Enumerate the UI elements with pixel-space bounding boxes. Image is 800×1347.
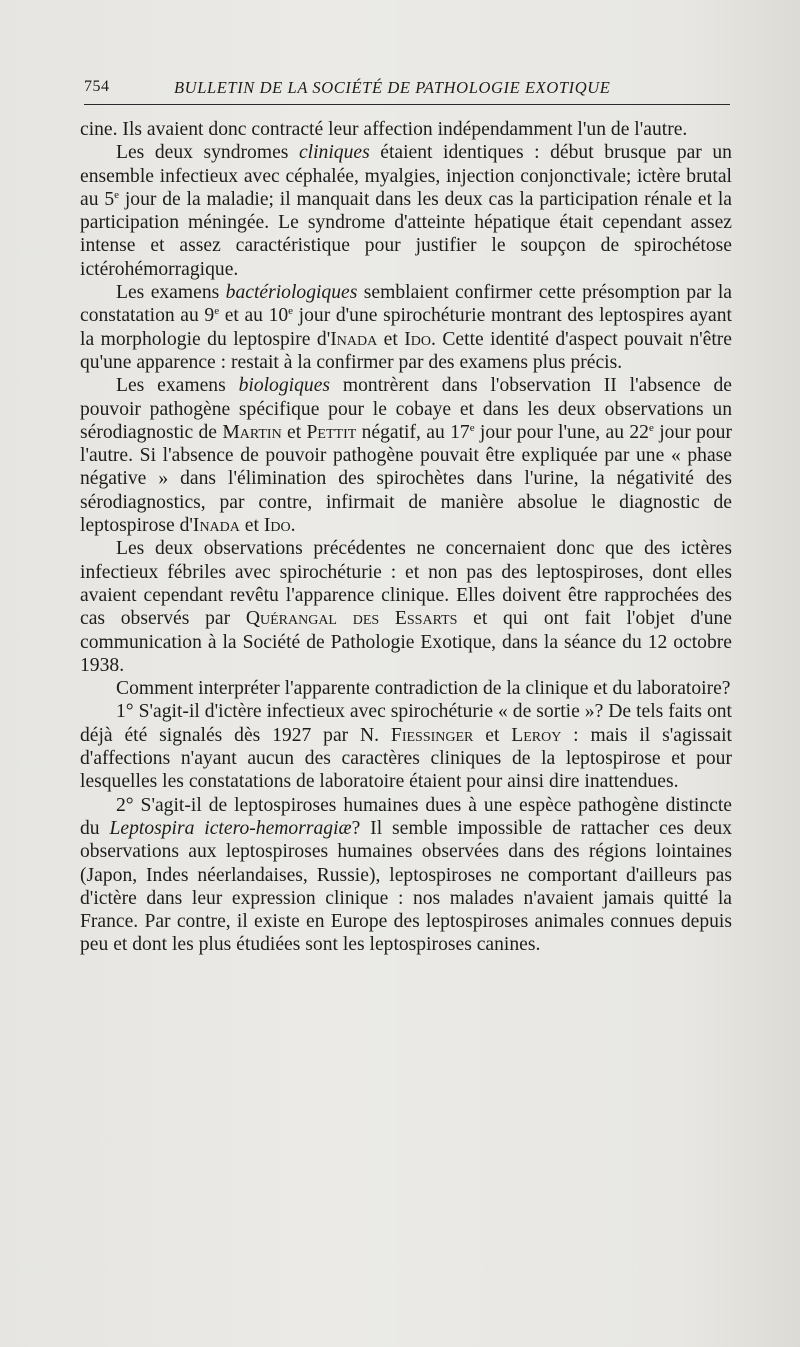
- text-run: cine. Ils avaient donc contracté leur affection indépendamment l'un de l'autre.: [80, 119, 688, 140]
- paragraph-8: [80, 794, 732, 957]
- italic-term: biologiques: [238, 375, 331, 397]
- text-run: et: [239, 515, 264, 537]
- text-run: jour pour l'une, au 22: [474, 421, 649, 443]
- text-run: jour pour l'autre. Si l'absence de pouvoir pathogène pouvait être expliquée par une « phase négative » dans l'élimination des spirochètes dans l'urine, la négativité des sérodiagnostics, par contre, infirmait de manière absolue le diagnostic de leptospirose d': [80, 421, 732, 537]
- italic-term: cliniques: [298, 142, 370, 164]
- body-text: [80, 118, 732, 957]
- text-run: . Cette identité d'aspect pouvait n'être qu'une apparence : restait à la confirmer par des examens plus précis.: [80, 328, 733, 373]
- text-run: : mais il s'agissait d'affections n'ayant aucun des caractères cliniques de la leptospirose et pour lesquelles les constatations de laboratoire étaient pour ainsi dire inattendues.: [80, 724, 732, 793]
- text-run: et: [377, 328, 405, 350]
- text-run: Les deux syndromes: [116, 142, 299, 164]
- text-run: étaient identiques : début brusque par un ensemble infectieux avec céphalée, myalgies, injection conjonctivale; ictère brutal au 5: [80, 142, 732, 210]
- text-run: montrèrent dans l'observation II l'absence de pouvoir pathogène spécifique pour le cobaye et dans les deux observations un sérodiagnostic de: [80, 375, 732, 443]
- superscript: e: [114, 188, 120, 201]
- author-name: Pettit: [306, 421, 357, 443]
- text-run: et qui ont fait l'objet d'une communication à la Société de Pathologie Exotique, dans la séance du 12 octobre 1938.: [80, 608, 732, 676]
- author-name: Fiessinger: [390, 724, 474, 746]
- author-name: Inada: [330, 328, 378, 350]
- text-run: 2° S'agit-il de leptospiroses humaines dues à une espèce pathogène distincte du: [80, 794, 732, 839]
- header-rule: [84, 104, 730, 105]
- superscript: e: [469, 421, 475, 434]
- paragraph-2: [80, 141, 732, 281]
- running-header: [84, 76, 730, 102]
- text-run: et: [281, 421, 307, 443]
- author-name: Ido: [404, 328, 432, 350]
- paragraph-3: [80, 281, 732, 374]
- paragraph-1: [80, 118, 732, 141]
- text-run: Comment interpréter l'apparente contradiction de la clinique et du laboratoire?: [116, 678, 731, 700]
- text-run: jour d'une spirochéturie montrant des leptospires ayant la morphologie du leptospire d': [80, 305, 732, 350]
- author-name: Quérangal des Essarts: [245, 608, 458, 630]
- text-run: semblaient confirmer cette présomption par la constatation au 9: [80, 282, 732, 327]
- text-run: Les deux observations précédentes ne concernaient donc que des ictères infectieux fébriles avec spirochéturie : et non pas des leptospiroses, dont elles avaient cependant revêtu l'apparence clinique. Elles doivent être rapprochées des cas observés par: [80, 538, 732, 630]
- page-number: 754: [84, 78, 110, 95]
- text-run: négatif, au 17: [356, 421, 470, 443]
- text-run: 1° S'agit-il d'ictère infectieux avec spirochéturie « de sortie »? De tels faits ont déjà été signalés dès 1927 par N.: [80, 701, 732, 746]
- text-run: Les examens: [116, 375, 239, 397]
- paragraph-4: [80, 374, 732, 537]
- species-name: Leptospira ictero-hemorragiæ: [109, 817, 352, 839]
- text-run: .: [290, 515, 296, 537]
- text-run: et: [473, 724, 512, 746]
- italic-term: bactériologiques: [225, 282, 358, 304]
- superscript: e: [288, 305, 294, 318]
- author-name: Inada: [192, 515, 240, 537]
- running-title: BULLETIN DE LA SOCIÉTÉ DE PATHOLOGIE EXOTIQUE: [174, 78, 611, 97]
- author-name: Martin: [222, 421, 282, 443]
- paragraph-5: [80, 537, 732, 677]
- author-name: Ido: [263, 515, 291, 537]
- text-run: ? Il semble impossible de rattacher ces deux observations aux leptospiroses humaines observées dans des régions lointaines (Japon, Indes néerlandaises, Russie), leptospiroses ne comportant d'ailleurs pas d'ictère dans leur expression clinique : nos malades n'avaient jamais quitté la France. Par contre, il existe en Europe des leptospiroses animales connues depuis peu et dont les plus étudiées sont les leptospiroses canines.: [80, 817, 732, 956]
- paragraph-7: [80, 700, 732, 793]
- paragraph-6: [80, 677, 732, 700]
- superscript: e: [214, 305, 220, 318]
- text-run: et au 10: [219, 305, 289, 327]
- text-run: jour de la maladie; il manquait dans les deux cas la participation rénale et la participation méningée. Le syndrome d'atteinte hépatique était cependant assez intense et assez caractéristique pour justifier le soupçon de spirochétose ictérohémorragique.: [80, 188, 732, 280]
- superscript: e: [648, 421, 654, 434]
- text-run: Les examens: [116, 282, 226, 304]
- author-name: Leroy: [511, 724, 562, 746]
